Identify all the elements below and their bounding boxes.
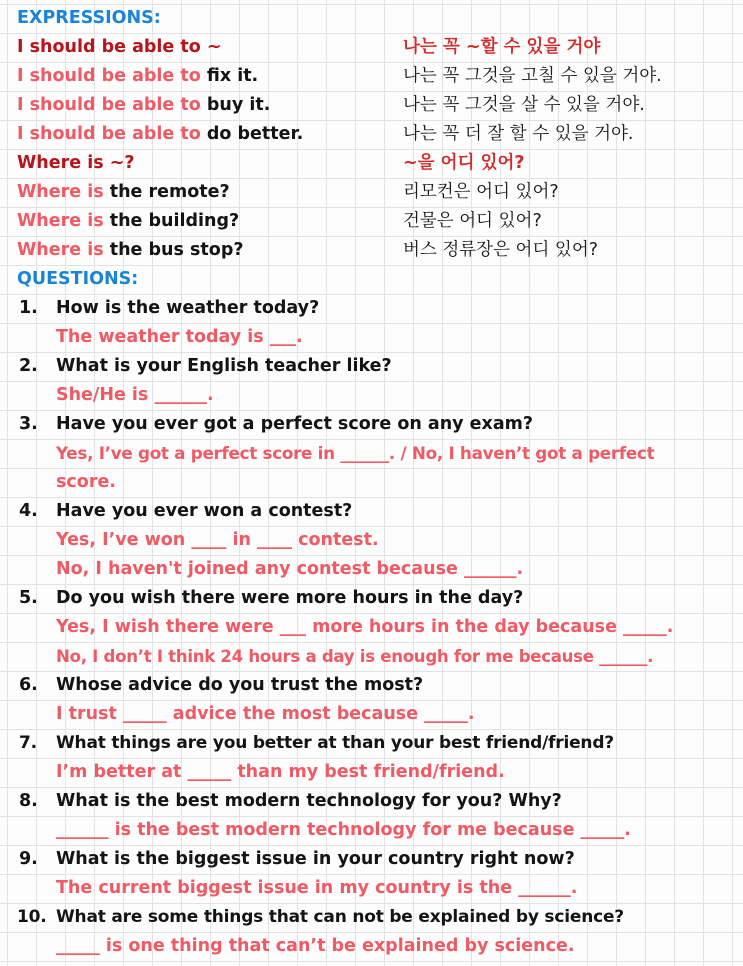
- expression-row: [0, 120, 743, 149]
- answer-row: [0, 323, 743, 352]
- expression-pattern: Where is: [17, 211, 104, 231]
- question-row: [0, 729, 743, 758]
- question-text: Have you ever won a contest?: [56, 501, 353, 521]
- answer-text: The current biggest issue in my country is the ______.: [56, 878, 578, 898]
- expression-korean: 버스 정류장은 어디 있어?: [403, 240, 599, 260]
- expression-pattern: I should be able to: [17, 66, 201, 86]
- answer-row: [0, 381, 743, 410]
- answer-row: [0, 816, 743, 845]
- answer-text: No, I haven't joined any contest because ______.: [56, 559, 524, 579]
- question-row: [0, 845, 743, 874]
- question-text: Do you wish there were more hours in the day?: [56, 588, 524, 608]
- question-row: [0, 903, 743, 932]
- expression-row: [0, 62, 743, 91]
- question-row: [0, 352, 743, 381]
- answer-row: [0, 758, 743, 787]
- question-text: What is your English teacher like?: [56, 356, 392, 376]
- expression-pattern: I should be able to: [17, 124, 201, 144]
- question-number: 7.: [19, 733, 37, 753]
- expression-korean: ~을 어디 있어?: [403, 153, 525, 173]
- answer-text: No, I don’t I think 24 hours a day is enough for me because ______.: [56, 647, 654, 666]
- answer-row: [0, 874, 743, 903]
- question-number: 8.: [19, 791, 38, 811]
- question-number: 10.: [17, 907, 47, 927]
- answer-text: score.: [56, 472, 116, 492]
- expression-rest: do better.: [200, 124, 304, 144]
- question-number: 2.: [19, 356, 38, 376]
- answer-row: [0, 932, 743, 961]
- expression-row: [0, 149, 743, 178]
- expression-row: [0, 236, 743, 265]
- question-text: What is the biggest issue in your country right now?: [56, 849, 575, 869]
- expression-rest: the building?: [103, 211, 240, 231]
- answer-text: I’m better at _____ than my best friend/friend.: [56, 762, 505, 782]
- answer-text: The weather today is ___.: [56, 327, 303, 347]
- question-row: [0, 294, 743, 323]
- question-number: 3.: [19, 414, 38, 434]
- expression-korean: 나는 꼭 더 잘 할 수 있을 거야.: [403, 124, 634, 144]
- expression-rest: buy it.: [200, 95, 271, 115]
- question-number: 5.: [19, 588, 38, 608]
- answer-text: ______ is the best modern technology for me because _____.: [56, 820, 631, 840]
- question-row: [0, 787, 743, 816]
- question-text: How is the weather today?: [56, 298, 320, 318]
- expression-row: [0, 178, 743, 207]
- expression-korean: 나는 꼭 그것을 고칠 수 있을 거야.: [403, 66, 662, 86]
- answer-row: [0, 439, 743, 468]
- question-row: [0, 497, 743, 526]
- expression-korean: 나는 꼭 ~할 수 있을 거야: [403, 37, 601, 57]
- answer-row: [0, 526, 743, 555]
- answer-row: [0, 613, 743, 642]
- question-number: 9.: [19, 849, 38, 869]
- answer-text: Yes, I’ve got a perfect score in ______. / No, I haven’t got a perfect: [56, 443, 655, 463]
- question-number: 4.: [19, 501, 38, 521]
- expression-rest: fix it.: [200, 66, 259, 86]
- expressions-heading: EXPRESSIONS:: [17, 8, 161, 28]
- expression-korean: 나는 꼭 그것을 살 수 있을 거야.: [403, 95, 645, 115]
- expression-pattern: Where is ~?: [17, 153, 135, 173]
- question-row: [0, 584, 743, 613]
- question-text: Have you ever got a perfect score on any exam?: [56, 414, 534, 434]
- question-text: What things are you better at than your best friend/friend?: [56, 733, 614, 753]
- expression-row: [0, 207, 743, 236]
- expression-pattern: Where is: [17, 240, 104, 260]
- answer-text: _____ is one thing that can’t be explained by science.: [56, 936, 575, 956]
- expression-pattern: Where is: [17, 182, 104, 202]
- answer-text: Yes, I’ve won ____ in ____ contest.: [56, 530, 379, 550]
- expression-korean: 리모컨은 어디 있어?: [403, 182, 559, 202]
- question-text: What are some things that can not be explained by science?: [56, 907, 624, 927]
- expression-row: [0, 33, 743, 62]
- question-number: 1.: [19, 298, 38, 318]
- question-text: What is the best modern technology for you? Why?: [56, 791, 562, 811]
- answer-row: [0, 642, 743, 671]
- answer-row: [0, 555, 743, 584]
- expression-pattern: I should be able to: [17, 95, 201, 115]
- question-text: Whose advice do you trust the most?: [56, 675, 424, 695]
- expression-rest: the remote?: [103, 182, 230, 202]
- expression-row: [0, 91, 743, 120]
- answer-row: [0, 700, 743, 729]
- question-row: [0, 671, 743, 700]
- answer-text: I trust _____ advice the most because _____.: [56, 704, 475, 724]
- answer-text: Yes, I wish there were ___ more hours in the day because _____.: [56, 617, 674, 637]
- expression-korean: 건물은 어디 있어?: [403, 211, 542, 231]
- questions-heading: QUESTIONS:: [17, 269, 139, 289]
- answer-row: [0, 468, 743, 497]
- question-number: 6.: [19, 675, 38, 695]
- expression-pattern: I should be able to ~: [17, 37, 222, 57]
- question-row: [0, 410, 743, 439]
- answer-text: She/He is ______.: [56, 385, 214, 405]
- expression-rest: the bus stop?: [103, 240, 244, 260]
